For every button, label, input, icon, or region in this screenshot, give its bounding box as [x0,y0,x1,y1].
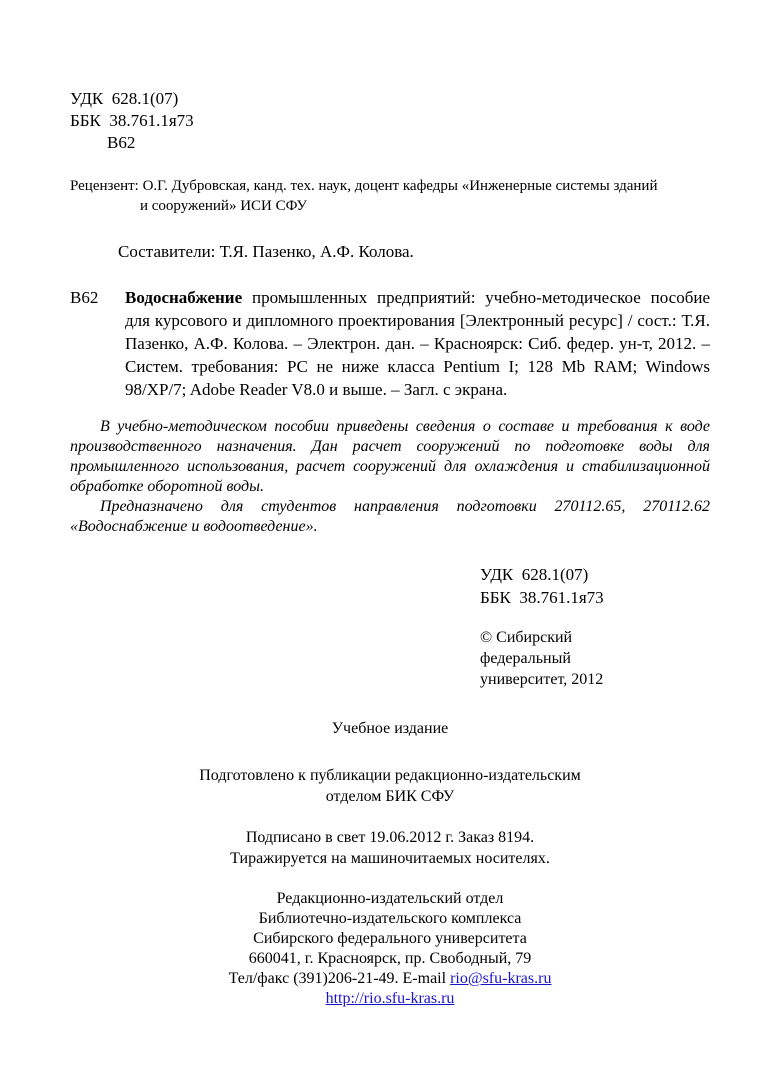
reviewer-line-1: Рецензент: О.Г. Дубровская, канд. тех. наук, доцент кафедры «Инженерные системы зданий [70,178,658,194]
bib-title-bold: Водоснабжение [125,288,243,307]
email-link[interactable]: rio@sfu-kras.ru [450,970,552,987]
prepared-line-1: Подготовлено к публикации редакционно-издательским [199,767,581,784]
prepared-by-block [70,765,710,807]
copyright-block [480,627,710,690]
udk-line: УДК 628.1(07) [70,89,179,108]
bib-code: В62 [70,288,99,307]
copyright-line-2: федеральный [480,650,571,667]
publisher-site-line [70,989,710,1009]
bib-description: промышленных предприятий: учебно-методическое пособие для курсового и дипломного проектирования [Электронный ресурс] / сост.: Т.Я. Пазенко, А.Ф. Колова. – Электрон. дан. – Красноярск: Сиб. федер. ун-т, 2012. – Систем. требования: PC не ниже класса Pentium I; 128 Mb RAM; Windows 98/XP/7; Adobe Reader V8.0 и выше. – Загл. с экрана. [125,288,710,399]
publisher-address-line: 660041, г. Красноярск, пр. Свободный, 79 [248,950,532,967]
release-info-block [70,827,710,869]
edition-type-line: Учебное издание [331,720,449,737]
publisher-line-1: Редакционно-издательский отдел [276,890,504,907]
release-line-2: Тиражируется на машиночитаемых носителях. [230,850,550,867]
site-link[interactable]: http://rio.sfu-kras.ru [325,990,455,1007]
bbk-line: ББК 38.761.1я73 [70,111,194,130]
annotation-block [70,417,710,537]
udk-repeat-line: УДК 628.1(07) [480,565,589,584]
copyright-line-1: © Сибирский [480,629,573,646]
publisher-line-3: Сибирского федерального университета [253,930,527,947]
bib-text [125,286,710,401]
prepared-line-2: отделом БИК СФУ [325,788,455,805]
reviewer-block [70,176,710,216]
classification-block [70,88,710,154]
annotation-paragraph-2: Предназначено для студентов направления подготовки 270112.65, 270112.62 «Водоснабжение и водоотведение». [70,498,710,535]
publisher-block [70,889,710,1009]
contact-prefix: Тел/факс (391)206-21-49. E-mail [228,970,451,987]
bbk-repeat-line: ББК 38.761.1я73 [480,588,604,607]
bibliographic-record [70,286,710,401]
publisher-contact-line [70,969,710,989]
copyright-line-3: университет, 2012 [480,671,604,688]
author-sign-line: В62 [107,133,136,152]
annotation-paragraph-1: В учебно-методическом пособии приведены сведения о составе и требования к воде производственного назначения. Дан расчет сооружений по подготовке воды для промышленного использования, расчет сооружений для охлаждения и стабилизационной обработке оборотной воды. [70,418,710,495]
publisher-line-2: Библиотечно-издательского комплекса [258,910,522,927]
classification-repeat-block [480,563,710,609]
release-line-1: Подписано в свет 19.06.2012 г. Заказ 8194. [245,829,535,846]
compilers-line: Составители: Т.Я. Пазенко, А.Ф. Колова. [118,242,414,261]
reviewer-line-2: и сооружений» ИСИ СФУ [140,198,307,214]
